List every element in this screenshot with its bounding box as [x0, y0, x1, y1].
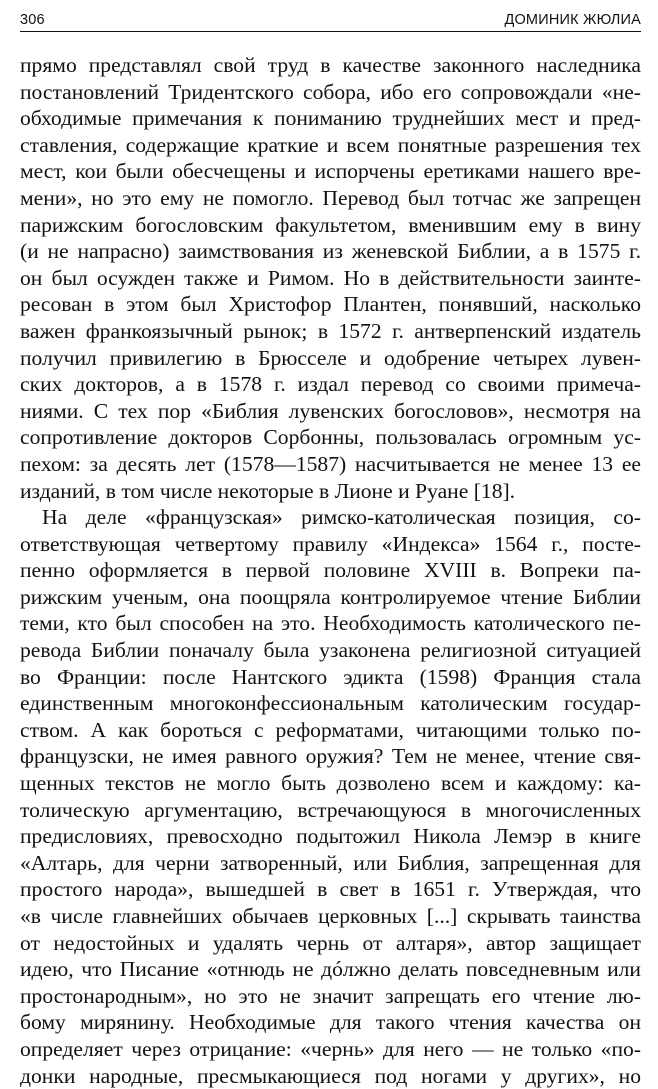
text-line: изданий, в том числе некоторые в Лионе и Руане [18]. [20, 478, 516, 503]
text-line: «в числе главнейших обычаев церковных [...] скрывать таинства [20, 904, 641, 928]
text-line: предисловиях, превосходно подытожил Никола Лемэр в книге [20, 824, 641, 849]
text-line: ставления, содержащие краткие и всем понятные разрешения тех [20, 132, 641, 157]
running-head-author: ДОМИНИК ЖЮЛИА [504, 12, 641, 28]
text-line: единственным многоконфессиональным католическим государ- [20, 691, 641, 716]
text-line: парижским богословским факультетом, вменившим ему в вину [20, 212, 641, 237]
text-line: (и не напрасно) заимствования из женевской Библии, а в 1575 г. [20, 239, 641, 264]
text-line: простого народа», вышедшей в свет в 1651 г. Утверждая, что [20, 877, 641, 902]
text-line: прямо представлял свой труд в качестве законного наследника [20, 53, 641, 77]
body-text [20, 52, 641, 1089]
text-line: французски, не имея равного оружия? Тем не менее, чтение свя- [20, 744, 641, 769]
text-line: определяет через отрицание: «чернь» для него — не только «по- [20, 1036, 641, 1061]
text-line: щенных текстов не могло быть дозволено всем и каждому: ка- [20, 771, 641, 796]
text-line: толическую аргументацию, встречающуюся в многочисленных [20, 797, 641, 822]
text-line: обходимые примечания к пониманию труднейших мест и пред- [20, 106, 641, 131]
text-line: пенно оформляется в первой половине XVIII в. Вопреки па- [20, 558, 641, 583]
text-line: ресован в этом был Христофор Плантен, понявший, насколько [20, 292, 641, 317]
paragraph-1 [20, 52, 641, 504]
paragraph-2 [20, 504, 641, 1089]
text-line: ревода Библии поначалу была узаконена религиозной ситуацией [20, 638, 641, 663]
running-head [20, 12, 641, 32]
text-line: ством. А как бороться с реформатами, читающими только по- [20, 717, 641, 742]
text-line: постановлений Тридентского собора, ибо его сопровождали «не- [20, 79, 641, 104]
text-line: ских докторов, а в 1578 г. издал перевод со своими примеча- [20, 372, 641, 397]
text-line: пехом: за десять лет (1578—1587) насчитывается не менее 13 ее [20, 451, 641, 476]
text-line: бому мирянину. Необходимые для такого чтения качества он [20, 1010, 641, 1035]
text-line: На деле «французская» римско-католическая позиция, со- [42, 505, 641, 530]
text-line: сопротивление докторов Сорбонны, пользовалась огромным ус- [20, 425, 641, 450]
text-line: мени», но это ему не помогло. Перевод был тотчас же запрещен [20, 185, 641, 210]
text-line: теми, кто был способен на это. Необходимость католического пе- [20, 611, 641, 636]
text-line: ответствующая четвертому правилу «Индекса» 1564 г., посте- [20, 531, 641, 556]
text-line: важен франкоязычный рынок; в 1572 г. антверпенский издатель [20, 318, 641, 343]
text-line: «Алтарь, для черни затворенный, или Библия, запрещенная для [20, 850, 641, 875]
text-line: он был осужден также и Римом. Но в действительности заинте- [20, 265, 641, 290]
text-line: мест, кои были обесчещены и испорчены еретиками нашего вре- [20, 159, 641, 184]
text-line: донки народные, пресмыкающиеся под ногами у других», но [20, 1063, 641, 1088]
text-line: рижским ученым, она поощряла контролируемое чтение Библии [20, 584, 641, 609]
text-line: от недостойных и удалять чернь от алтаря», автор защищает [20, 930, 641, 955]
text-line: получил привилегию в Брюсселе и одобрение четырех лувен- [20, 345, 641, 370]
page-number: 306 [20, 12, 45, 28]
text-line: идею, что Писание «отнюдь не дóлжно делать повседневным или [20, 957, 641, 982]
text-line: во Франции: после Нантского эдикта (1598) Франция стала [20, 664, 641, 689]
text-line: простонародным», но это не значит запрещать его чтение лю- [20, 983, 641, 1008]
text-line: ниями. С тех пор «Библия лувенских богословов», несмотря на [20, 398, 641, 423]
